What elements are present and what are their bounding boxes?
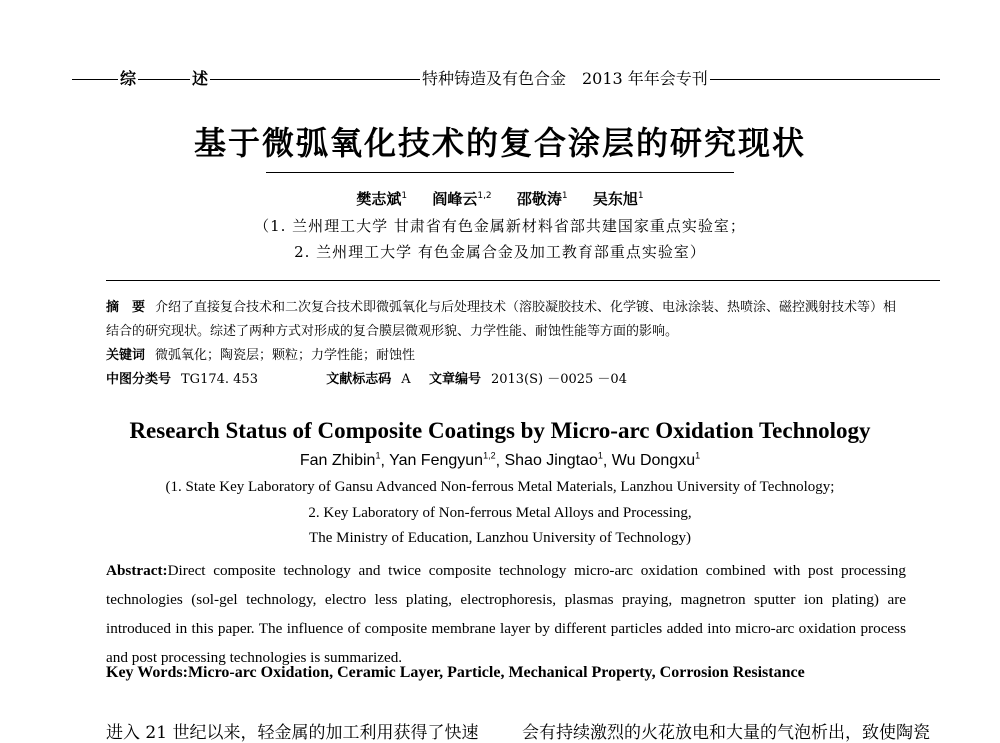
affiliation-cn-1: （1. 兰州理工大学 甘肃省有色金属新材料省部共建国家重点实验室； bbox=[254, 217, 746, 235]
author-en: Yan Fengyun$^{1,2}$ bbox=[389, 451, 496, 470]
authors-cn bbox=[0, 188, 1000, 209]
clc-value: TG174. 453 bbox=[181, 372, 258, 387]
keywords-en-text: Micro-arc Oxidation, Ceramic Layer, Particle, Mechanical Property, Corrosion Resistance bbox=[187, 664, 805, 681]
authors-en: Fan Zhibin$^1$, Yan Fengyun$^{1,2}$, Shao Jingtao$^1$, Wu Dongxu$^1$ bbox=[299, 451, 701, 470]
affiliation-en-3: The Ministry of Education, Lanzhou University of Technology) bbox=[309, 530, 691, 546]
paper-title-en: Research Status of Composite Coatings by Micro-arc Oxidation Technology bbox=[129, 418, 871, 443]
article-no-value: 2013(S) －0025 －04 bbox=[490, 372, 627, 387]
author-cn: 阎峰云$^{1,2}$ bbox=[432, 190, 492, 208]
keywords-cn bbox=[106, 344, 906, 368]
author-cn: 邵敬涛$^1$ bbox=[516, 190, 568, 208]
header-section-char-b: 述 bbox=[192, 69, 209, 88]
abstract-en-label: Abstract: bbox=[106, 562, 168, 579]
author-cn: 樊志斌$^1$ bbox=[356, 190, 408, 208]
abstract-en-text: Direct composite technology and twice composite technology micro-arc oxidation combined with post processing technologies (sol-gel technology, electro less plating, electrophoresis, plasmas praying, magnetron sputter ion plating) are introduced in this paper. The influence of composite membrane layer by different particles added into micro-arc oxidation process and post processing technologies is summarized. bbox=[106, 562, 906, 666]
author-en: Fan Zhibin$^1$ bbox=[299, 451, 381, 470]
article-no-label: 文章编号 bbox=[428, 372, 481, 387]
body-text-right-cut: 会有持续激烈的火花放电和大量的气泡析出，致使陶瓷 bbox=[522, 723, 930, 743]
affiliation-en-1: (1. State Key Laboratory of Gansu Advanced Non-ferrous Metal Materials, Lanzhou University of Technology; bbox=[165, 479, 835, 495]
keywords-en-label: Key Words: bbox=[106, 664, 188, 681]
author-en: Wu Dongxu$^1$ bbox=[611, 451, 701, 470]
abstract-cn-label: 摘 要 bbox=[106, 300, 146, 315]
abstract-cn-text: 介绍了直接复合技术和二次复合技术即微弧氧化与后处理技术（溶胶凝胶技术、化学镀、电泳涂装、热喷涂、磁控溅射技术等）相结合的研究现状。综述了两种方式对形成的复合膜层微观形貌、力学性能、耐蚀性能等方面的影响。 bbox=[106, 300, 897, 339]
author-cn: 吴东旭$^1$ bbox=[592, 190, 644, 208]
running-header bbox=[72, 68, 940, 92]
abstract-cn bbox=[106, 296, 906, 344]
journal-name: 特种铸造及有色合金 2013 年年会专刊 bbox=[422, 69, 708, 88]
doc-code-value: A bbox=[401, 372, 411, 387]
header-section-char-a: 综 bbox=[120, 69, 137, 88]
affiliation-cn-2: 2. 兰州理工大学 有色金属合金及加工教育部重点实验室） bbox=[294, 243, 706, 261]
classification-line bbox=[106, 368, 906, 392]
abstract-en bbox=[106, 556, 906, 672]
title-rule bbox=[266, 172, 734, 173]
keywords-en bbox=[106, 664, 906, 682]
keywords-cn-text: 微弧氧化；陶瓷层；颗粒；力学性能；耐蚀性 bbox=[155, 348, 416, 363]
author-en: Shao Jingtao$^1$ bbox=[504, 451, 603, 470]
affiliation-en-2: 2. Key Laboratory of Non-ferrous Metal Alloys and Processing, bbox=[308, 505, 692, 521]
clc-label: 中图分类号 bbox=[106, 372, 172, 387]
keywords-cn-label: 关键词 bbox=[106, 348, 146, 363]
body-text-left-cut: 进入 21 世纪以来，轻金属的加工利用获得了快速 bbox=[106, 723, 479, 743]
paper-title-cn: 基于微弧氧化技术的复合涂层的研究现状 bbox=[193, 124, 806, 162]
doc-code-label: 文献标志码 bbox=[326, 372, 392, 387]
affiliation-rule bbox=[106, 280, 940, 281]
